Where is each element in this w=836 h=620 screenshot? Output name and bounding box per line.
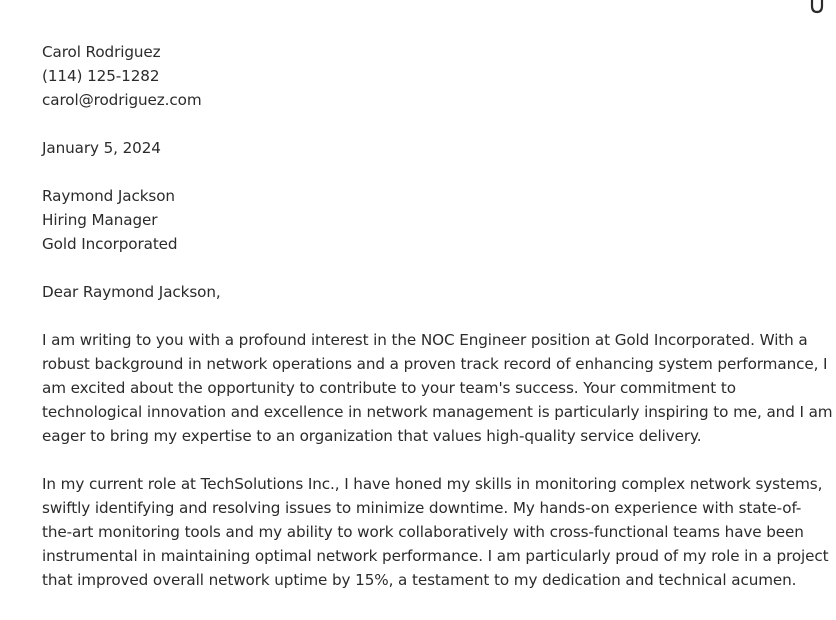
paragraph-line: In my current role at TechSolutions Inc., I have honed my skills in monitoring complex network systems, [42, 475, 823, 493]
sender-phone: (114) 125-1282 [42, 67, 160, 85]
letter-date-block [42, 136, 802, 160]
recipient-company: Gold Incorporated [42, 235, 178, 253]
paragraph-line: the-art monitoring tools and my ability to work collaboratively with cross-functional teams have been [42, 523, 804, 541]
recipient-info [42, 184, 802, 256]
salutation-block [42, 280, 802, 304]
body-paragraph-2 [42, 472, 829, 592]
cover-letter [42, 40, 833, 616]
paragraph-line: am excited about the opportunity to contribute to your team's success. Your commitment to [42, 379, 736, 397]
body-paragraph-1 [42, 328, 833, 448]
sender-info [42, 40, 802, 112]
recipient-title: Hiring Manager [42, 211, 158, 229]
recipient-name: Raymond Jackson [42, 187, 175, 205]
letter-date: January 5, 2024 [42, 139, 161, 157]
paragraph-line: that improved overall network uptime by 15%, a testament to my dedication and technical acumen. [42, 571, 797, 589]
paragraph-line: I am writing to you with a profound interest in the NOC Engineer position at Gold Incorporated. With a [42, 331, 808, 349]
sender-name: Carol Rodriguez [42, 43, 161, 61]
paragraph-line: robust background in network operations and a proven track record of enhancing system performance, I [42, 355, 828, 373]
paragraph-line: technological innovation and excellence in network management is particularly inspiring to me, and I am [42, 403, 833, 421]
salutation: Dear Raymond Jackson, [42, 283, 221, 301]
paragraph-line: swiftly identifying and resolving issues to minimize downtime. My hands-on experience with state-of- [42, 499, 802, 517]
partial-glyph-icon [810, 0, 824, 14]
sender-email: carol@rodriguez.com [42, 91, 202, 109]
paragraph-line: instrumental in maintaining optimal network performance. I am particularly proud of my role in a project [42, 547, 829, 565]
paragraph-line: eager to bring my expertise to an organization that values high-quality service delivery. [42, 427, 702, 445]
